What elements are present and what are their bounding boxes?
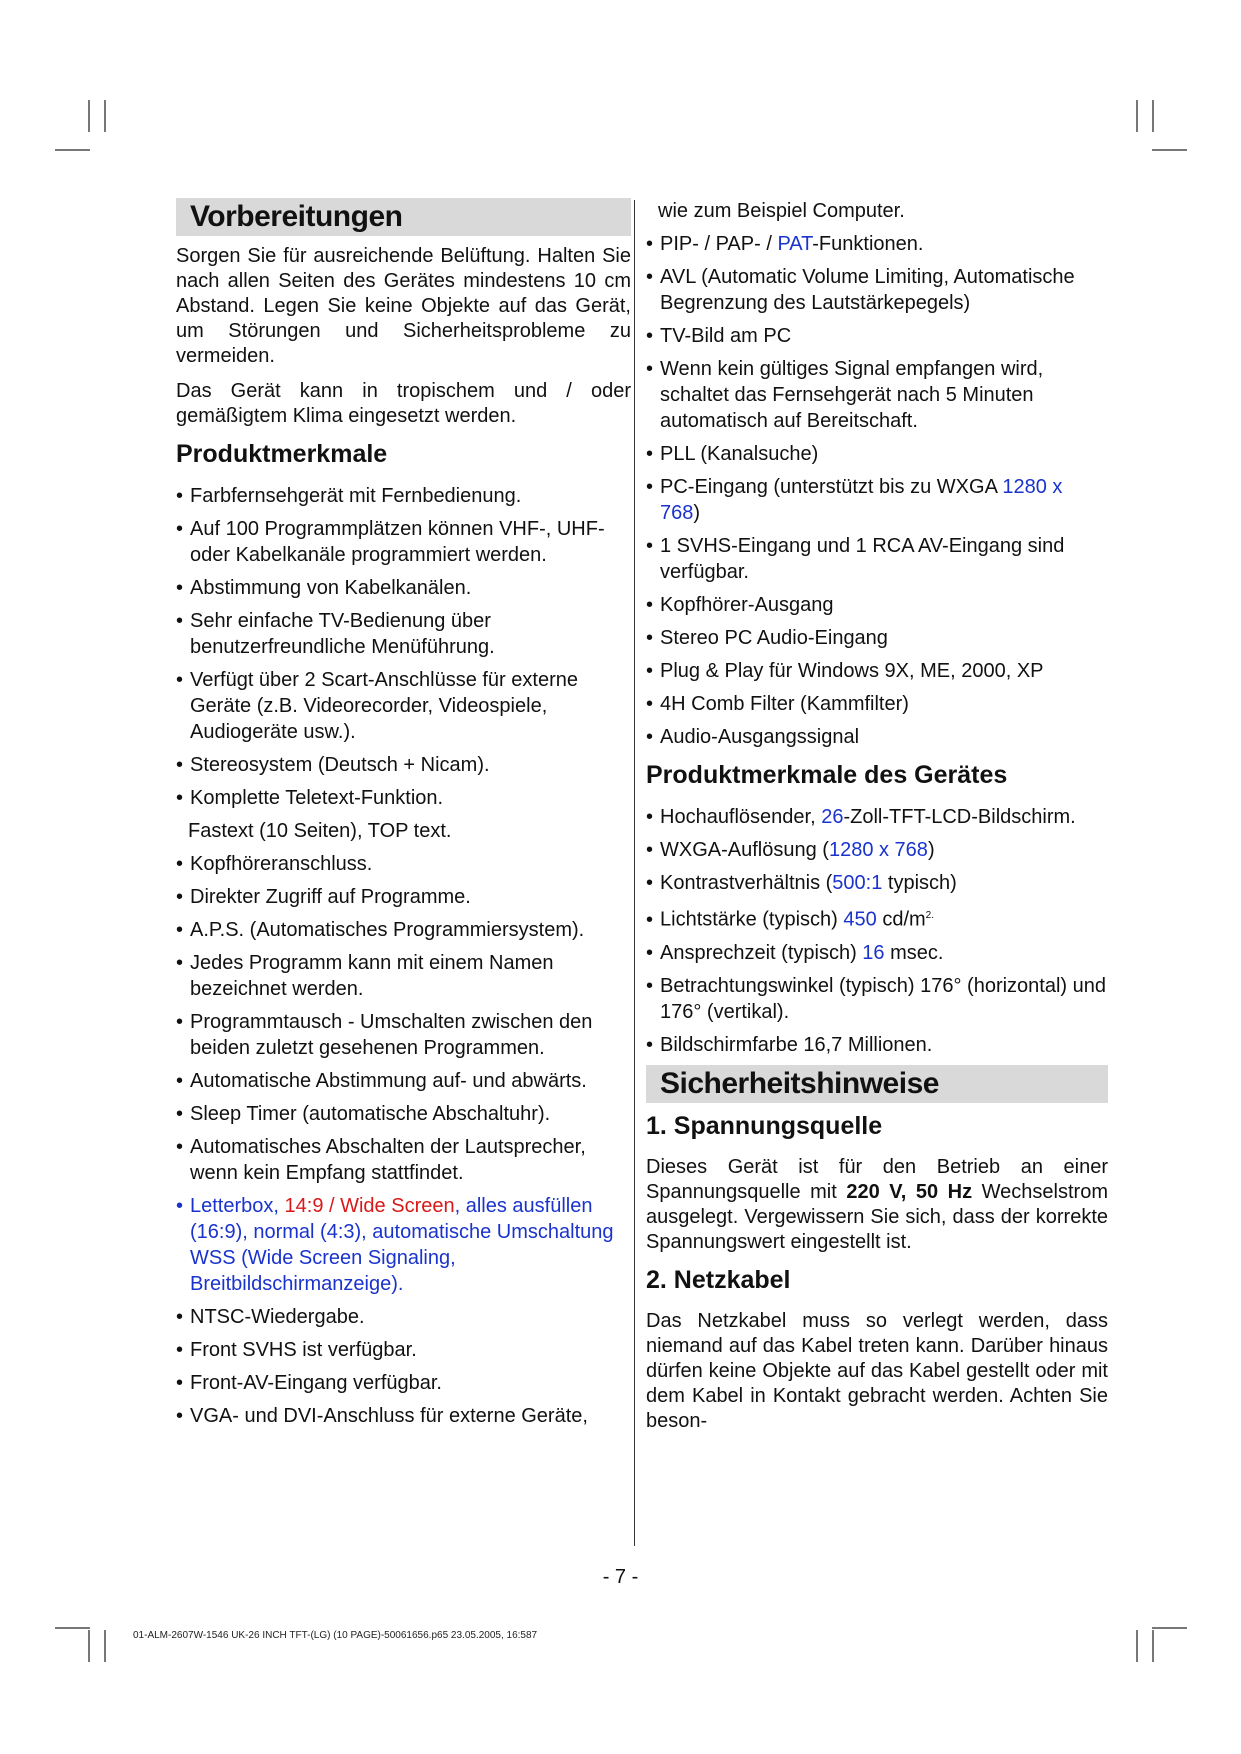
list-item: • PC-Eingang (unterstützt bis zu WXGA 1280 x 768): [646, 476, 1063, 524]
print-footer: 01-ALM-2607W-1546 UK-26 INCH TFT-(LG) (10 PAGE)-50061656.p65 23.05.2005, 16:587: [133, 1630, 538, 1641]
crop-mark: [55, 1627, 90, 1629]
list-item: • PLL (Kanalsuche): [646, 443, 819, 465]
list-item: • 4H Comb Filter (Kammfilter): [646, 693, 909, 715]
heading-netzkabel: 2. Netzkabel: [646, 1265, 791, 1294]
produktmerkmale-list: [176, 483, 631, 1429]
list-item: • Automatisches Abschalten der Lautsprecher, wenn kein Empfang stattfindet.: [176, 1136, 586, 1184]
list-item-letterbox: • Letterbox, 14:9 / Wide Screen, alles ausfüllen (16:9), normal (4:3), automatische Umschaltung WSS (Wide Screen Signaling, Breitbildschirmanzeige).: [176, 1195, 614, 1295]
list-item: • Stereo PC Audio-Eingang: [646, 627, 888, 649]
column-divider: [634, 200, 635, 1546]
list-item: • Direkter Zugriff auf Programme.: [176, 886, 471, 908]
section-heading-vorbereitungen: Vorbereitungen: [176, 198, 631, 236]
page-number: - 7 -: [602, 1566, 639, 1588]
list-item: • Lichtstärke (typisch) 450 $cd/m^{2.}$: [646, 908, 935, 931]
list-item: • Betrachtungswinkel (typisch) 176° (horizontal) und 176° (vertikal).: [646, 974, 1106, 1023]
crop-mark: [55, 149, 90, 151]
crop-mark: [104, 1630, 106, 1662]
list-item-continuation: wie zum Beispiel Computer.: [658, 200, 905, 222]
list-item: • Farbfernsehgerät mit Fernbedienung.: [176, 485, 522, 507]
list-item: • Ansprechzeit (typisch) 16 msec.: [646, 941, 944, 964]
list-item: • Hochauflösender, 26-Zoll-TFT-LCD-Bildschirm.: [646, 806, 1076, 828]
list-item: • Jedes Programm kann mit einem Namen bezeichnet werden.: [176, 952, 554, 1000]
list-item: • Audio-Ausgangssignal: [646, 726, 860, 748]
list-item: • Plug & Play für Windows 9X, ME, 2000, XP: [646, 660, 1044, 682]
list-item: • Bildschirmfarbe 16,7 Millionen.: [646, 1033, 933, 1056]
heading-spannungsquelle: 1. Spannungsquelle: [646, 1111, 883, 1140]
list-item: • TV-Bild am PC: [646, 325, 792, 347]
list-item: • VGA- und DVI-Anschluss für externe Geräte,: [176, 1405, 588, 1427]
vorbereitungen-paragraph-2: Das Gerät kann in tropischem und / oder gemäßigtem Klima eingesetzt werden.: [176, 380, 631, 427]
crop-mark: [1152, 1630, 1154, 1662]
section-heading-sicherheitshinweise: Sicherheitshinweise: [646, 1065, 1108, 1103]
list-item: • Wenn kein gültiges Signal empfangen wird, schaltet das Fernsehgerät nach 5 Minuten automatisch auf Bereitschaft.: [646, 358, 1044, 432]
list-item: • AVL (Automatic Volume Limiting, Automatische Begrenzung des Lautstärkepegels): [646, 266, 1075, 314]
crop-mark: [104, 100, 106, 132]
crop-mark: [1152, 100, 1154, 132]
crop-mark: [1136, 1630, 1138, 1662]
list-item: Fastext (10 Seiten), TOP text.: [188, 820, 452, 842]
vorbereitungen-paragraph-1: Sorgen Sie für ausreichende Belüftung. Halten Sie nach allen Seiten des Gerätes mindestens 10 cm Abstand. Legen Sie keine Objekte auf das Gerät, um Störungen und Sicherheitsprobleme zu vermeiden.: [176, 245, 631, 367]
list-item: • Abstimmung von Kabelkanälen.: [176, 577, 472, 599]
list-item: • Sleep Timer (automatische Abschaltuhr).: [176, 1103, 551, 1125]
list-item: • NTSC-Wiedergabe.: [176, 1306, 365, 1328]
features-continued-list: [646, 198, 1108, 750]
list-item: • PIP- / PAP- / PAT-Funktionen.: [646, 233, 924, 255]
list-item: • Front-AV-Eingang verfügbar.: [176, 1372, 442, 1394]
list-item: • WXGA-Auflösung (1280 x 768): [646, 839, 935, 861]
spannungsquelle-paragraph: Dieses Gerät ist für den Betrieb an einer Spannungsquelle mit 220 V, 50 Hz Wechselstrom ausgelegt. Vergewissern Sie sich, dass der korrekte Spannungswert eingestellt ist.: [646, 1155, 1108, 1253]
list-item: • Komplette Teletext-Funktion.: [176, 787, 444, 809]
list-item: • Kopfhöreranschluss.: [176, 853, 373, 875]
crop-mark: [1152, 1627, 1187, 1629]
list-item: • Sehr einfache TV-Bedienung über benutzerfreundliche Menüführung.: [176, 610, 495, 658]
list-item: • Front SVHS ist verfügbar.: [176, 1339, 417, 1361]
geraet-list: [646, 804, 1108, 1058]
list-item: • Programmtausch - Umschalten zwischen den beiden zuletzt gesehenen Programmen.: [176, 1011, 593, 1059]
list-item: • A.P.S. (Automatisches Programmiersystem).: [176, 919, 585, 941]
list-item: • Automatische Abstimmung auf- und abwärts.: [176, 1070, 587, 1092]
crop-mark: [88, 100, 90, 132]
list-item: • 1 SVHS-Eingang und 1 RCA AV-Eingang sind verfügbar.: [646, 535, 1065, 583]
list-item: • Kontrastverhältnis (500:1 typisch): [646, 872, 957, 894]
crop-mark: [1136, 100, 1138, 132]
right-column: [646, 198, 1108, 1444]
list-item: • Kopfhörer-Ausgang: [646, 594, 834, 616]
list-item: • Verfügt über 2 Scart-Anschlüsse für externe Geräte (z.B. Videorecorder, Videospiele, Audiogeräte usw.).: [176, 669, 578, 743]
list-item: • Auf 100 Programmplätzen können VHF-, UHF- oder Kabelkanäle programmiert werden.: [176, 518, 605, 566]
heading-produktmerkmale: Produktmerkmale: [176, 440, 388, 468]
left-column: [176, 198, 631, 1436]
list-item: • Stereosystem (Deutsch + Nicam).: [176, 754, 490, 776]
crop-mark: [1152, 149, 1187, 151]
netzkabel-paragraph: Das Netzkabel muss so verlegt werden, dass niemand auf das Kabel treten kann. Darüber hinaus dürfen keine Objekte auf das Kabel gestellt oder mit dem Kabel in Kontakt gebracht werden. Achten Sie beson-: [646, 1309, 1108, 1432]
crop-mark: [88, 1630, 90, 1662]
heading-produktmerkmale-geraet: Produktmerkmale des Gerätes: [646, 761, 1008, 789]
